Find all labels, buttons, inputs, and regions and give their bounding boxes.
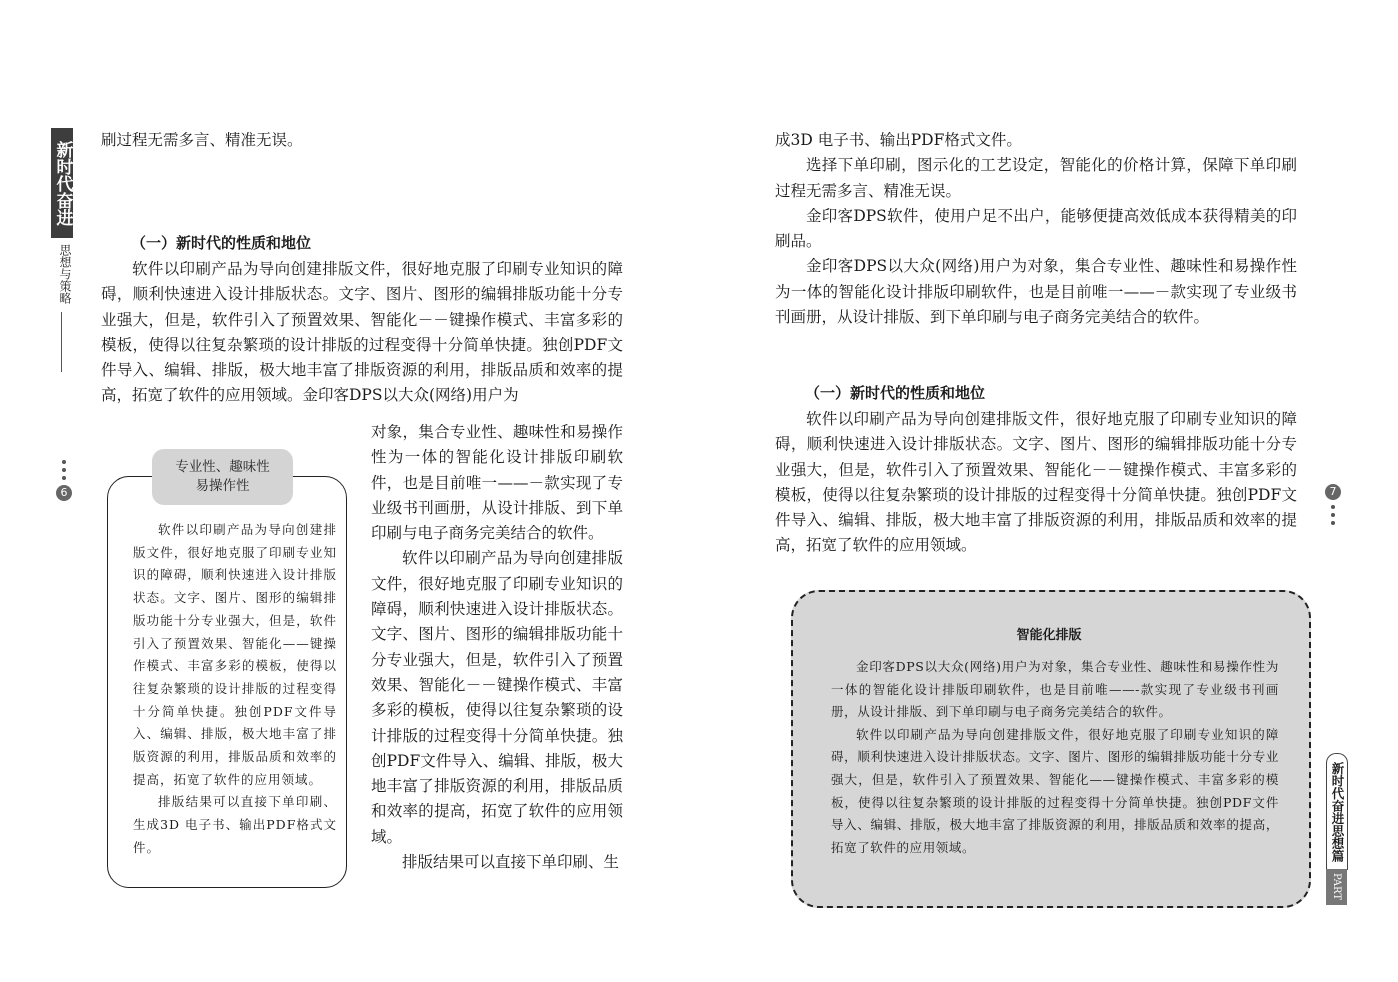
left-paragraph-top: 刷过程无需多言、精准无误。 xyxy=(101,131,303,149)
right-chapter-tab: 新时代奋进思想篇 xyxy=(1326,753,1348,870)
right-callout-paragraph-1: 金印客DPS以大众(网络)用户为对象，集合专业性、趣味性和易操作性为一体的智能化设计排版印刷软件，也是目前唯——-款实现了专业级书刊画册，从设计排版、到下单印刷与电子商务完美结合的软件。 xyxy=(831,659,1279,720)
left-page-number: 6 xyxy=(56,485,72,501)
left-sidebar-paragraph-2: 排版结果可以直接下单印刷、生成3D 电子书、输出PDF格式文件。 xyxy=(133,794,337,855)
left-column-paragraph-3: 排版结果可以直接下单印刷、生 xyxy=(402,853,620,872)
right-callout-title: 智能化排版 xyxy=(1016,628,1082,643)
right-callout-content xyxy=(831,656,1279,859)
left-sidebar-title-line-2: 易操作性 xyxy=(195,478,250,494)
right-section-heading: （一）新时代的性质和地位 xyxy=(805,384,986,402)
left-chapter-subtitle: 思想与策略 xyxy=(58,244,72,304)
right-paragraph-4: 金印客DPS以大众(网络)用户为对象，集合专业性、趣味性和易操作性为一体的智能化设计排版印刷软件，也是目前唯一——－款实现了专业级书刊画册，从设计排版、到下单印刷与电子商务完美结合的软件。 xyxy=(775,257,1297,327)
right-top-text xyxy=(775,128,1297,330)
right-callout-paragraph-2: 软件以印刷产品为导向创建排版文件，很好地克服了印刷专业知识的障碍，顺利快速进入设计排版状态。文字、图片、图形的编辑排版功能十分专业强大，但是，软件引入了预置效果、智能化——键操作模式、丰富多彩的模板，使得以往复杂繁琐的设计排版的过程变得十分简单快捷。独创PDF文件导入、编辑、排版，极大地丰富了排版资源的利用，排版品质和效率的提高，拓宽了软件的应用领域。 xyxy=(831,726,1279,855)
right-page-number: 7 xyxy=(1325,484,1341,500)
right-paragraph-2: 选择下单印刷，图示化的工艺设定，智能化的价格计算，保障下单印刷过程无需多言、精准无误。 xyxy=(775,156,1297,200)
right-paragraph-5: 软件以印刷产品为导向创建排版文件，很好地克服了印刷专业知识的障碍，顺利快速进入设计排版状态。文字、图片、图形的编辑排版功能十分专业强大，但是，软件引入了预置效果、智能化－－键操作模式、丰富多彩的模板，使得以往复杂繁琐的设计排版的过程变得十分简单快捷。独创PDF文件导入、编辑、排版，极大地丰富了排版资源的利用，排版品质和效率的提高，拓宽了软件的应用领域。 xyxy=(775,410,1297,555)
right-part-label: PART xyxy=(1326,869,1347,905)
left-section-heading: （一）新时代的性质和地位 xyxy=(131,234,312,252)
left-tab-divider xyxy=(61,312,62,372)
left-sidebar-title-line-1: 专业性、趣味性 xyxy=(175,459,270,475)
left-chapter-tab: 新时代奋进 xyxy=(51,128,73,238)
left-text-column xyxy=(371,420,623,875)
left-column-paragraph-2: 软件以印刷产品为导向创建排版文件，很好地克服了印刷专业知识的障碍，顺利快速进入设计排版状态。文字、图片、图形的编辑排版功能十分专业强大，但是，软件引入了预置效果、智能化－－键操作模式、丰富多彩的模板，使得以往复杂繁琐的设计排版的过程变得十分简单快捷。独创PDF文件导入、编辑、排版，极大地丰富了排版资源的利用，排版品质和效率的提高，拓宽了软件的应用领域。 xyxy=(371,549,623,846)
left-paragraph-main: 软件以印刷产品为导向创建排版文件，很好地克服了印刷专业知识的障碍，顺利快速进入设计排版状态。文字、图片、图形的编辑排版功能十分专业强大，但是，软件引入了预置效果、智能化－－键操作模式、丰富多彩的模板，使得以往复杂繁琐的设计排版的过程变得十分简单快捷。独创PDF文件导入、编辑、排版，极大地丰富了排版资源的利用，排版品质和效率的提高，拓宽了软件的应用领域。金印客DPS以大众(网络)用户为 xyxy=(101,260,623,405)
left-column-paragraph-1: 对象，集合专业性、趣味性和易操作性为一体的智能化设计排版印刷软件，也是目前唯一——－款实现了专业级书刊画册，从设计排版、到下单印刷与电子商务完美结合的软件。 xyxy=(371,423,623,543)
right-paragraph-1: 成3D 电子书、输出PDF格式文件。 xyxy=(775,131,1022,149)
left-sidebar-paragraph-1: 软件以印刷产品为导向创建排版文件，很好地克服了印刷专业知识的障碍，顺利快速进入设计排版状态。文字、图片、图形的编辑排版功能十分专业强大，但是，软件引入了预置效果、智能化——键操作模式、丰富多彩的模板，使得以往复杂繁琐的设计排版的过程变得十分简单快捷。独创PDF文件导入、编辑、排版，极大地丰富了排版资源的利用，排版品质和效率的提高，拓宽了软件的应用领域。 xyxy=(133,522,337,787)
right-paragraph-3: 金印客DPS软件，使用户足不出户，能够便捷高效低成本获得精美的印刷品。 xyxy=(775,206,1297,251)
left-sidebar-content xyxy=(133,519,337,860)
left-sidebar-title xyxy=(152,449,293,505)
